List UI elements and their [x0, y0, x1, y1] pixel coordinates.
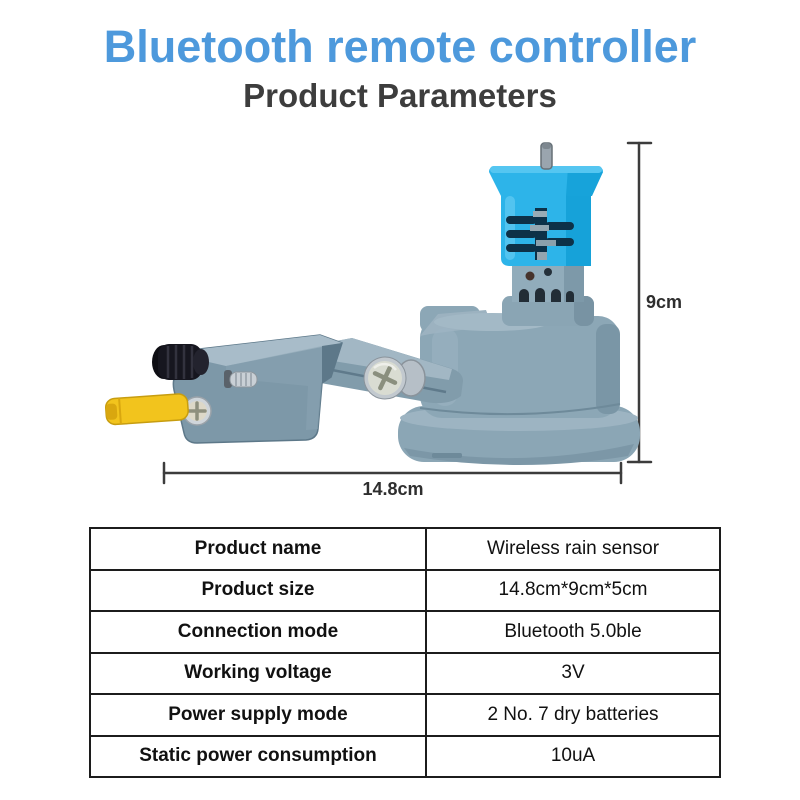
spec-value: Wireless rain sensor — [426, 528, 720, 570]
spec-value: Bluetooth 5.0ble — [426, 611, 720, 653]
spec-label: Static power consumption — [90, 736, 426, 778]
height-dimension-label: 9cm — [646, 292, 683, 312]
sensor-neck — [502, 260, 594, 326]
spec-value: 3V — [426, 653, 720, 695]
spec-value: 10uA — [426, 736, 720, 778]
funnel-cap — [489, 166, 603, 266]
antenna-pin — [541, 143, 552, 169]
spec-value: 14.8cm*9cm*5cm — [426, 570, 720, 612]
width-dimension-label: 14.8cm — [362, 479, 424, 499]
rain-sensor-illustration — [0, 130, 800, 510]
spec-label: Product name — [90, 528, 426, 570]
table-row — [90, 653, 720, 695]
table-row — [90, 570, 720, 612]
thread-bolt — [224, 370, 257, 388]
table-row — [90, 694, 720, 736]
release-lever — [105, 393, 189, 425]
spec-value: 2 No. 7 dry batteries — [426, 694, 720, 736]
spec-label: Power supply mode — [90, 694, 426, 736]
spec-label: Working voltage — [90, 653, 426, 695]
table-row — [90, 528, 720, 570]
product-figure — [0, 130, 800, 510]
table-row — [90, 611, 720, 653]
table-row — [90, 736, 720, 778]
adjust-knob — [152, 344, 209, 380]
page-subtitle: Product Parameters — [243, 77, 557, 114]
pivot-screw — [364, 357, 425, 399]
spec-table — [89, 527, 721, 778]
page-title: Bluetooth remote controller — [103, 21, 697, 72]
spec-label: Connection mode — [90, 611, 426, 653]
spec-label: Product size — [90, 570, 426, 612]
